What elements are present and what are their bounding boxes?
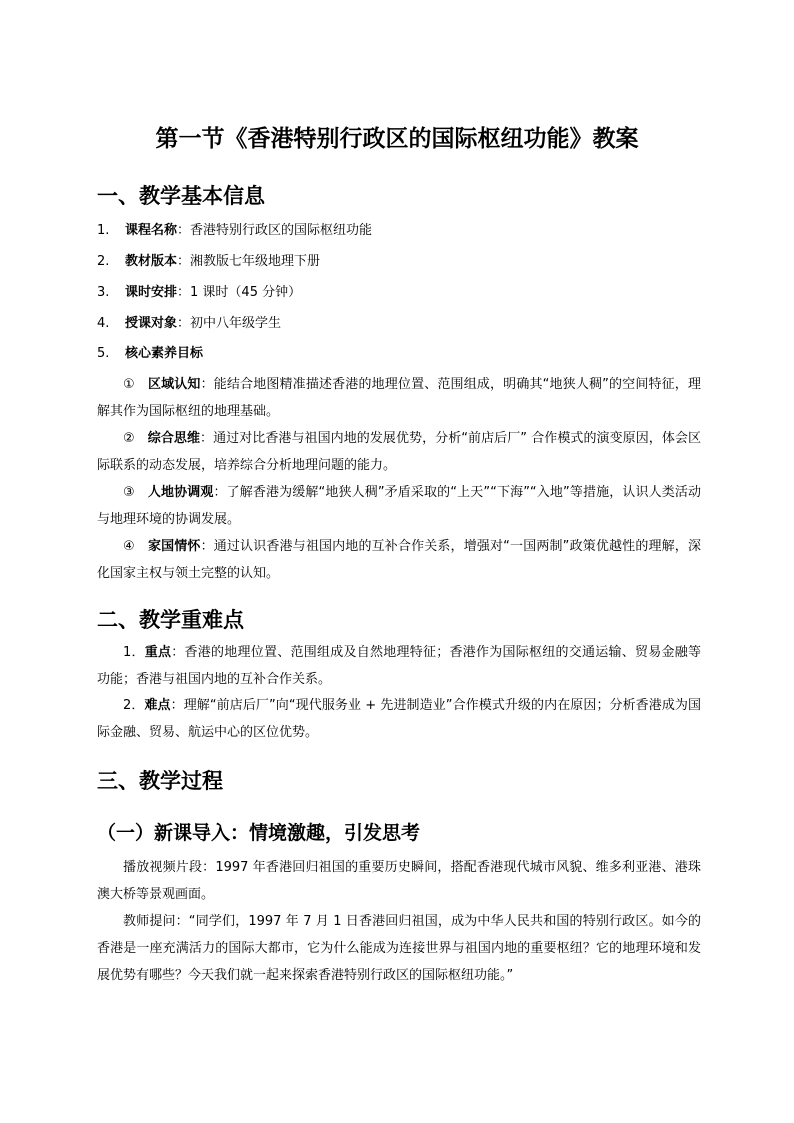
list-value: ：初中八年级学生 <box>177 316 282 331</box>
goal-marker: ③ <box>123 485 135 500</box>
goal-text: ：能结合地图精准描述香港的地理位置、范围组成，明确其“地狭人稠”的空间特征，理解其作为国际枢纽的地理基础。 <box>97 377 701 419</box>
goal-paragraph <box>97 425 701 479</box>
goal-label: 综合思维 <box>147 431 201 446</box>
page-title: 第一节《香港特别行政区的国际枢纽功能》教案 <box>155 126 639 152</box>
key-point-paragraph <box>97 639 701 693</box>
subsection-heading-intro: （一）新课导入：情境激趣，引发思考 <box>97 822 421 844</box>
key-point-paragraph <box>97 692 701 746</box>
list-label: 核心素养目标 <box>125 346 204 361</box>
list-number: 4. <box>97 316 110 331</box>
list-number: 5. <box>97 346 110 361</box>
list-item <box>97 284 301 302</box>
goal-marker: ④ <box>123 539 135 554</box>
point-number: 2． <box>123 698 145 713</box>
list-label: 课时安排 <box>125 285 178 300</box>
goal-label: 人地协调观 <box>147 485 214 500</box>
list-item <box>97 315 281 333</box>
list-label: 教材版本 <box>125 254 178 269</box>
point-label: 重点 <box>144 645 172 660</box>
point-label: 难点 <box>144 698 171 713</box>
point-text: ：理解“前店后厂”向“现代服务业 + 先进制造业”合作模式升级的内在原因；分析香港成为国际金融、贸易、航运中心的区位优势。 <box>97 698 701 740</box>
point-number: 1． <box>123 645 145 660</box>
list-value: ：湘教版七年级地理下册 <box>177 254 321 269</box>
goal-label: 区域认知 <box>147 377 201 392</box>
section-heading-key-points: 二、教学重难点 <box>97 608 244 632</box>
goal-text: ：通过对比香港与祖国内地的发展优势，分析“前店后厂” 合作模式的演变原因，体会区际联系的动态发展，培养综合分析地理问题的能力。 <box>97 431 701 473</box>
list-label: 授课对象 <box>125 316 178 331</box>
goal-marker: ① <box>123 377 135 392</box>
list-value: ：香港特别行政区的国际枢纽功能 <box>177 223 373 238</box>
goal-paragraph <box>97 479 701 533</box>
list-label: 课程名称 <box>125 223 178 238</box>
point-text: ：香港的地理位置、范围组成及自然地理特征；香港作为国际枢纽的交通运输、贸易金融等功能；香港与祖国内地的互补合作关系。 <box>97 645 701 687</box>
body-paragraph: 教师提问：“同学们，1997 年 7 月 1 日香港回归祖国，成为中华人民共和国的特别行政区。如今的香港是一座充满活力的国际大都市，它为什么能成为连接世界与祖国内地的重要枢纽？它的地理环境和发展优势有哪些？今天我们就一起来探索香港特别行政区的国际枢纽功能。” <box>97 914 701 983</box>
goal-paragraph <box>97 371 701 425</box>
goal-label: 家国情怀 <box>147 539 201 554</box>
list-number: 1. <box>97 223 110 238</box>
goal-text: ：通过认识香港与祖国内地的互补合作关系，增强对“一国两制”政策优越性的理解，深化国家主权与领土完整的认知。 <box>97 539 701 581</box>
list-number: 3. <box>97 285 110 300</box>
section-heading-basic-info: 一、教学基本信息 <box>97 184 265 208</box>
list-item <box>97 222 372 240</box>
goal-paragraph <box>97 533 701 587</box>
list-value: ：1 课时（45 分钟） <box>177 285 302 300</box>
goal-text: ：了解香港为缓解“地狭人稠”矛盾采取的“上天”“下海”“入地”等措施，认识人类活动与地理环境的协调发展。 <box>97 485 701 527</box>
list-item <box>97 253 320 271</box>
list-number: 2. <box>97 254 110 269</box>
goal-marker: ② <box>123 431 135 446</box>
section-heading-process: 三、教学过程 <box>97 769 223 793</box>
list-item <box>97 345 203 363</box>
body-paragraph: 播放视频片段：1997 年香港回归祖国的重要历史瞬间，搭配香港现代城市风貌、维多利亚港、港珠澳大桥等景观画面。 <box>97 860 701 902</box>
